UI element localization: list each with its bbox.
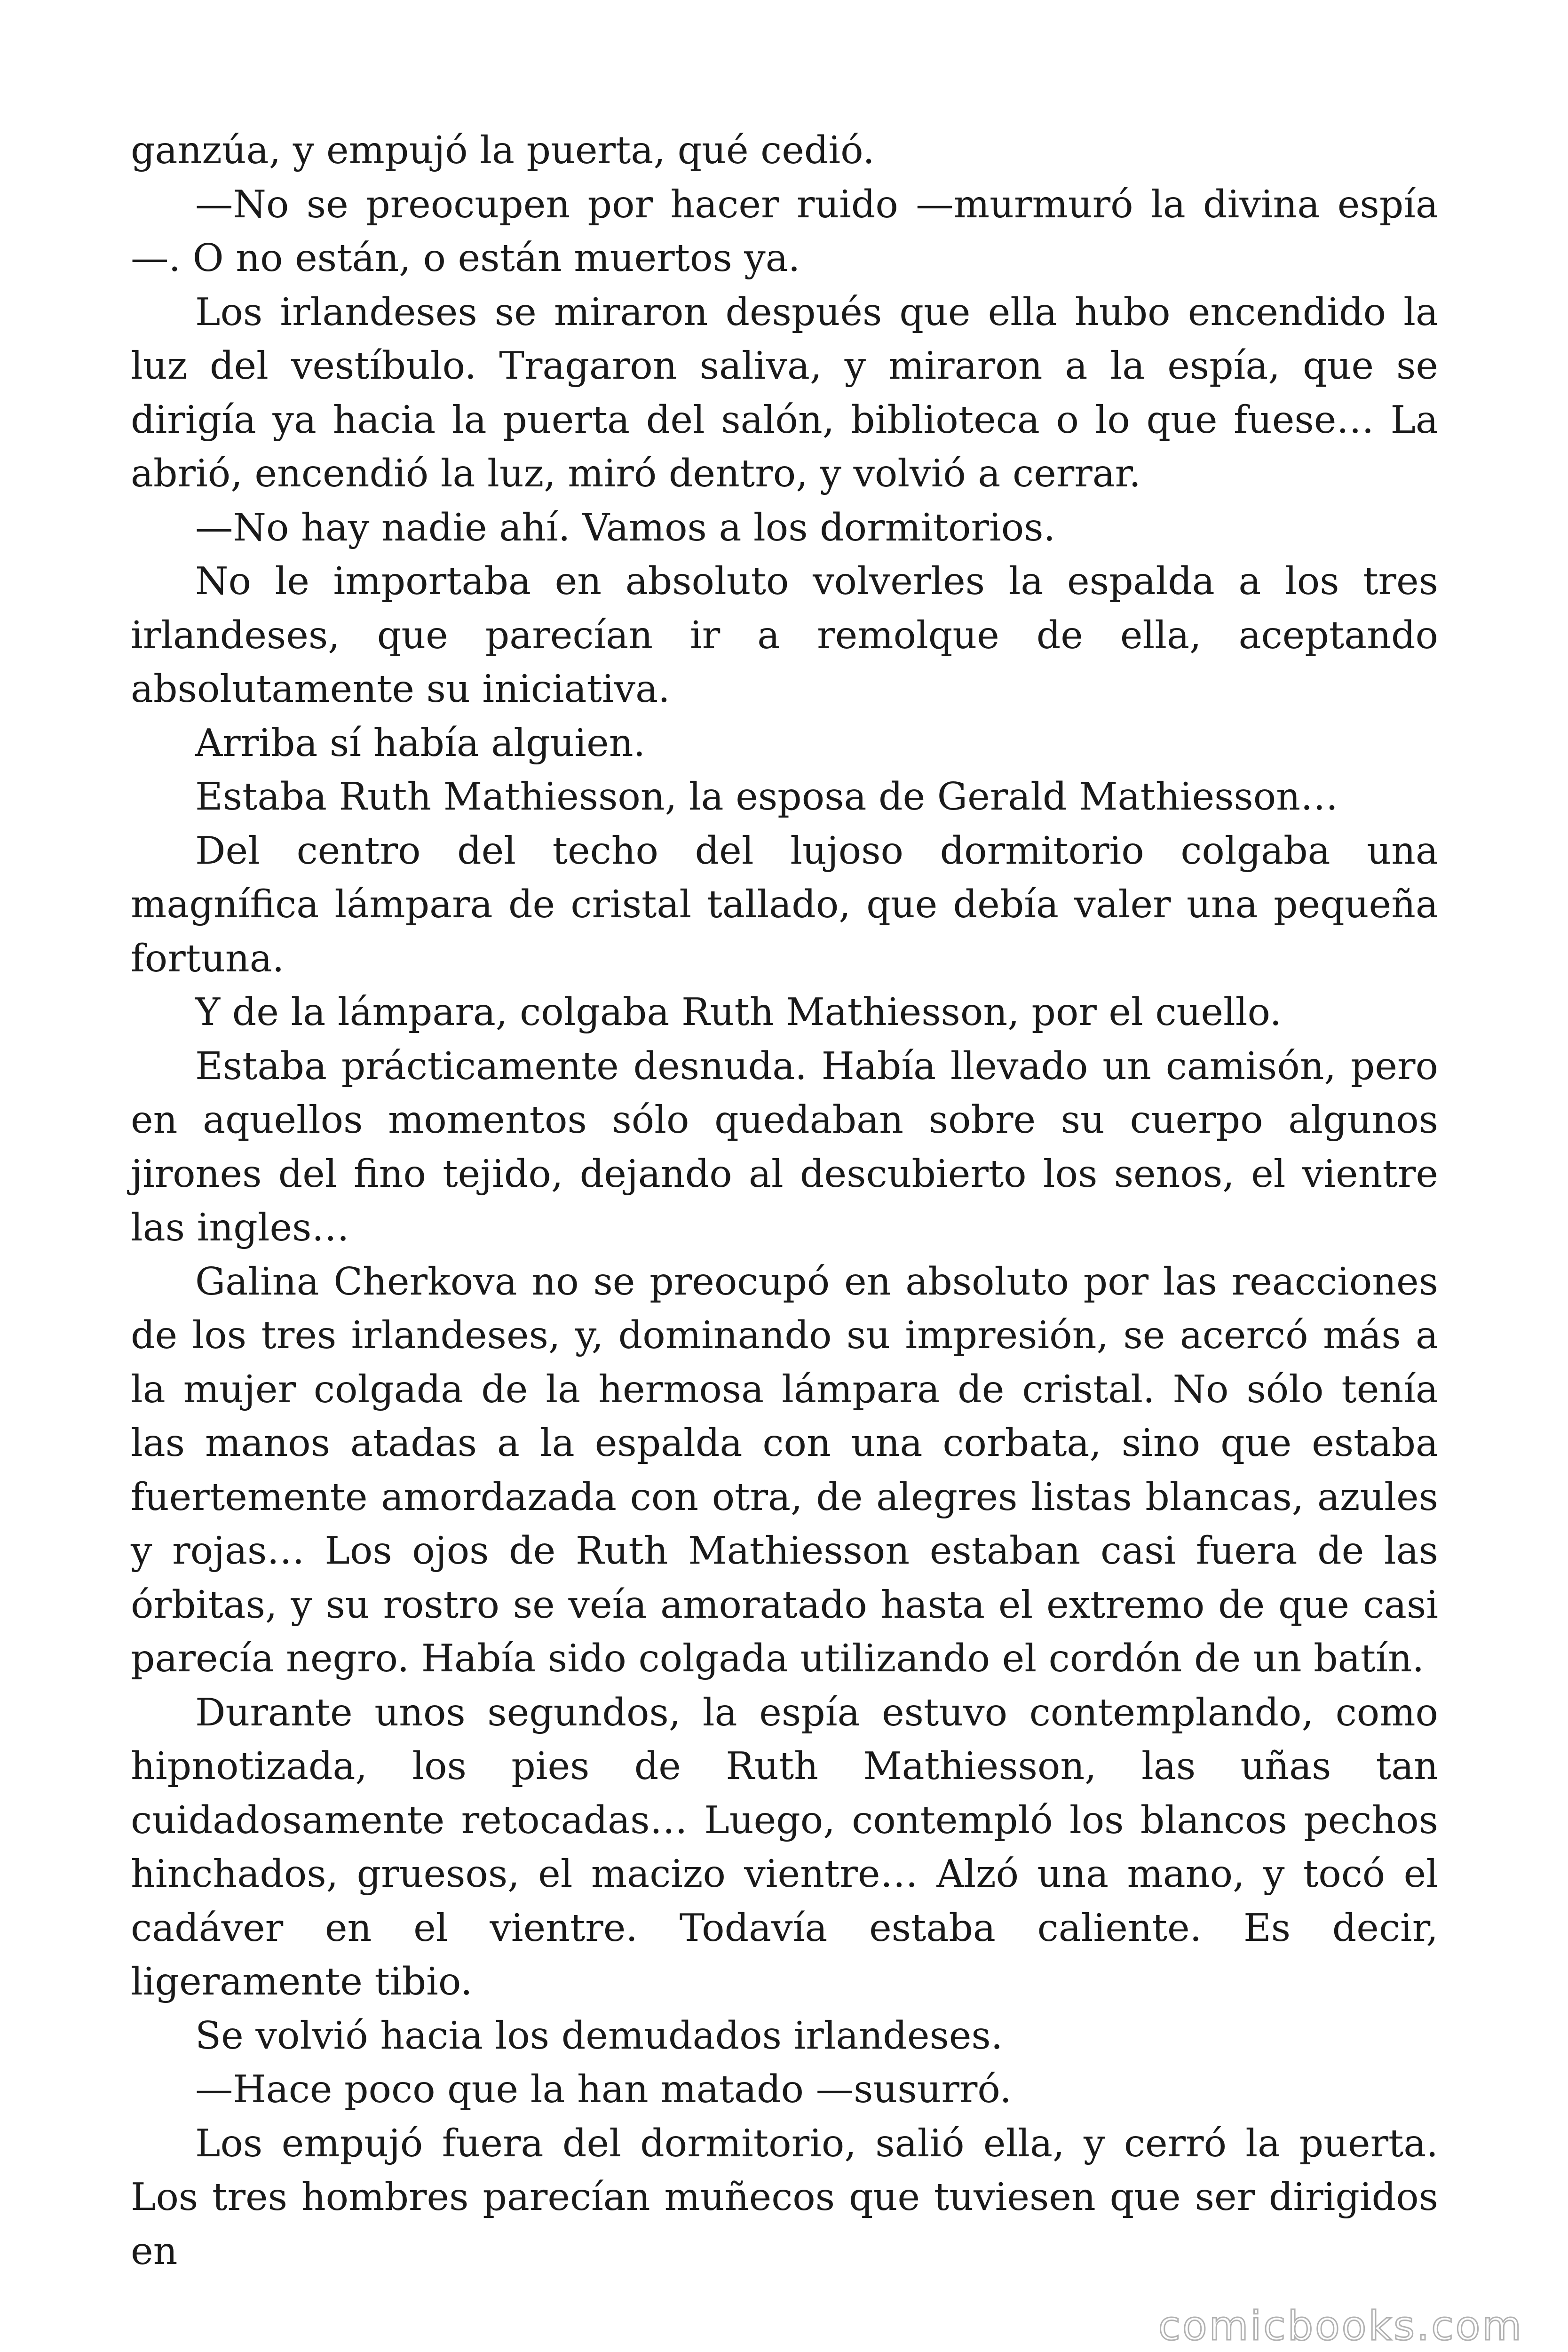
paragraph: Galina Cherkova no se preocupó en absoluto por las reacciones de los tres irlandeses, y, dominando su impresión, se acercó más a la mujer colgada de la hermosa lámpara de cristal. No sólo tenía las manos atadas a la espalda con una corbata, sino que estaba fuertemente amordazada con otra, de alegres listas blancas, azules y rojas… Los ojos de Ruth Mathiesson estaban casi fuera de las órbitas, y su rostro se veía amoratado hasta el extremo de que casi parecía negro. Había sido colgada utilizando el cordón de un batín. bbox=[131, 1259, 1438, 1680]
paragraph: —Hace poco que la han matado —susurró. bbox=[195, 2067, 1012, 2111]
watermark: comicbooks.com bbox=[1158, 2303, 1523, 2350]
paragraph: Se volvió hacia los demudados irlandeses. bbox=[195, 2013, 1003, 2058]
body-text bbox=[131, 123, 1438, 2278]
paragraph: —No hay nadie ahí. Vamos a los dormitorios. bbox=[195, 505, 1056, 549]
paragraph: —No se preocupen por hacer ruido —murmuró la divina espía —. O no están, o están muertos ya. bbox=[131, 182, 1438, 280]
paragraph: No le importaba en absoluto volverles la espalda a los tres irlandeses, que parecían ir a remolque de ella, aceptando absolutamente su iniciativa. bbox=[131, 559, 1438, 711]
paragraph: Estaba prácticamente desnuda. Había llevado un camisón, pero en aquellos momentos sólo quedaban sobre su cuerpo algunos jirones del fino tejido, dejando al descubierto los senos, el vientre las ingles… bbox=[131, 1043, 1438, 1249]
paragraph: Los empujó fuera del dormitorio, salió ella, y cerró la puerta. Los tres hombres parecían muñecos que tuviesen que ser dirigidos en bbox=[131, 2121, 1438, 2273]
paragraph: Del centro del techo del lujoso dormitorio colgaba una magnífica lámpara de cristal tallado, que debía valer una pequeña fortuna. bbox=[131, 828, 1438, 980]
paragraph: Y de la lámpara, colgaba Ruth Mathiesson, por el cuello. bbox=[195, 990, 1282, 1034]
paragraph: Estaba Ruth Mathiesson, la esposa de Gerald Mathiesson… bbox=[195, 774, 1338, 818]
paragraph: Los irlandeses se miraron después que ella hubo encendido la luz del vestíbulo. Tragaron saliva, y miraron a la espía, que se dirigía ya hacia la puerta del salón, biblioteca o lo que fuese… La abrió, encendió la luz, miró dentro, y volvió a cerrar. bbox=[131, 289, 1438, 495]
paragraph: Arriba sí había alguien. bbox=[195, 720, 646, 765]
paragraph-continuation: ganzúa, y empujó la puerta, qué cedió. bbox=[131, 128, 875, 172]
paragraph: Durante unos segundos, la espía estuvo contemplando, como hipnotizada, los pies de Ruth Mathiesson, las uñas tan cuidadosamente retocadas… Luego, contempló los blancos pechos hinchados, gruesos, el macizo vientre… Alzó una mano, y tocó el cadáver en el vientre. Todavía estaba caliente. Es decir, ligeramente tibio. bbox=[131, 1690, 1438, 2003]
